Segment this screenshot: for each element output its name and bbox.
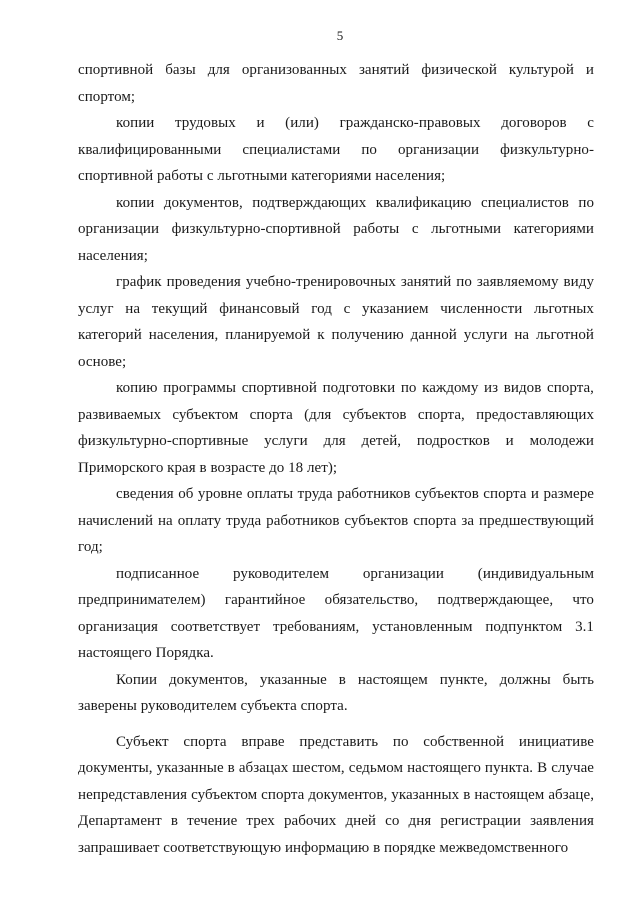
paragraph-labor-contracts: копии трудовых и (или) гражданско-правовых договоров с квалифицированными специалистами по организации физкультурно-спортивной работы с льготными категориями населения;: [78, 115, 594, 184]
paragraph-qualification-documents: копии документов, подтверждающих квалификацию специалистов по организации физкультурно-спортивной работы с льготными категориями населения;: [78, 194, 594, 264]
paragraph-guarantee-obligation: подписанное руководителем организации (индивидуальным предпринимателем) гарантийное обязательство, подтверждающее, что организация соответствует требованиям, установленным подпунктом 3.1 настоящего Порядка.: [78, 565, 594, 661]
paragraph-certified-copies: Копии документов, указанные в настоящем пункте, должны быть заверены руководителем субъекта спорта.: [78, 671, 594, 714]
paragraph-sports-base: спортивной базы для организованных занятий физической культурой и спортом;: [78, 62, 594, 105]
page-number: 5: [336, 28, 344, 43]
paragraph-training-program: копию программы спортивной подготовки по каждому из видов спорта, развиваемых субъектом спорта (для субъектов спорта, предоставляющих физкультурно-спортивные услуги для детей, подростков и молодежи Приморского края в возрасте до 18 лет);: [78, 380, 594, 476]
paragraph-own-initiative: Субъект спорта вправе представить по собственной инициативе документы, указанные в абзацах шестом, седьмом настоящего пункта. В случае непредставления субъектом спорта документов, указанных в настоящем абзаце, Департамент в течение трех рабочих дней со дня регистрации заявления запрашивает соответствующую информацию в порядке межведомственного: [78, 733, 594, 856]
paragraph-salary-info: сведения об уровне оплаты труда работников субъектов спорта и размере начислений на оплату труда работников субъектов спорта за предшествующий год;: [78, 486, 594, 555]
paragraph-training-schedule: график проведения учебно-тренировочных занятий по заявляемому виду услуг на текущий финансовый год с указанием численности льготных категорий населения, планируемой к получению данной услуги на льготной основе;: [78, 274, 594, 370]
